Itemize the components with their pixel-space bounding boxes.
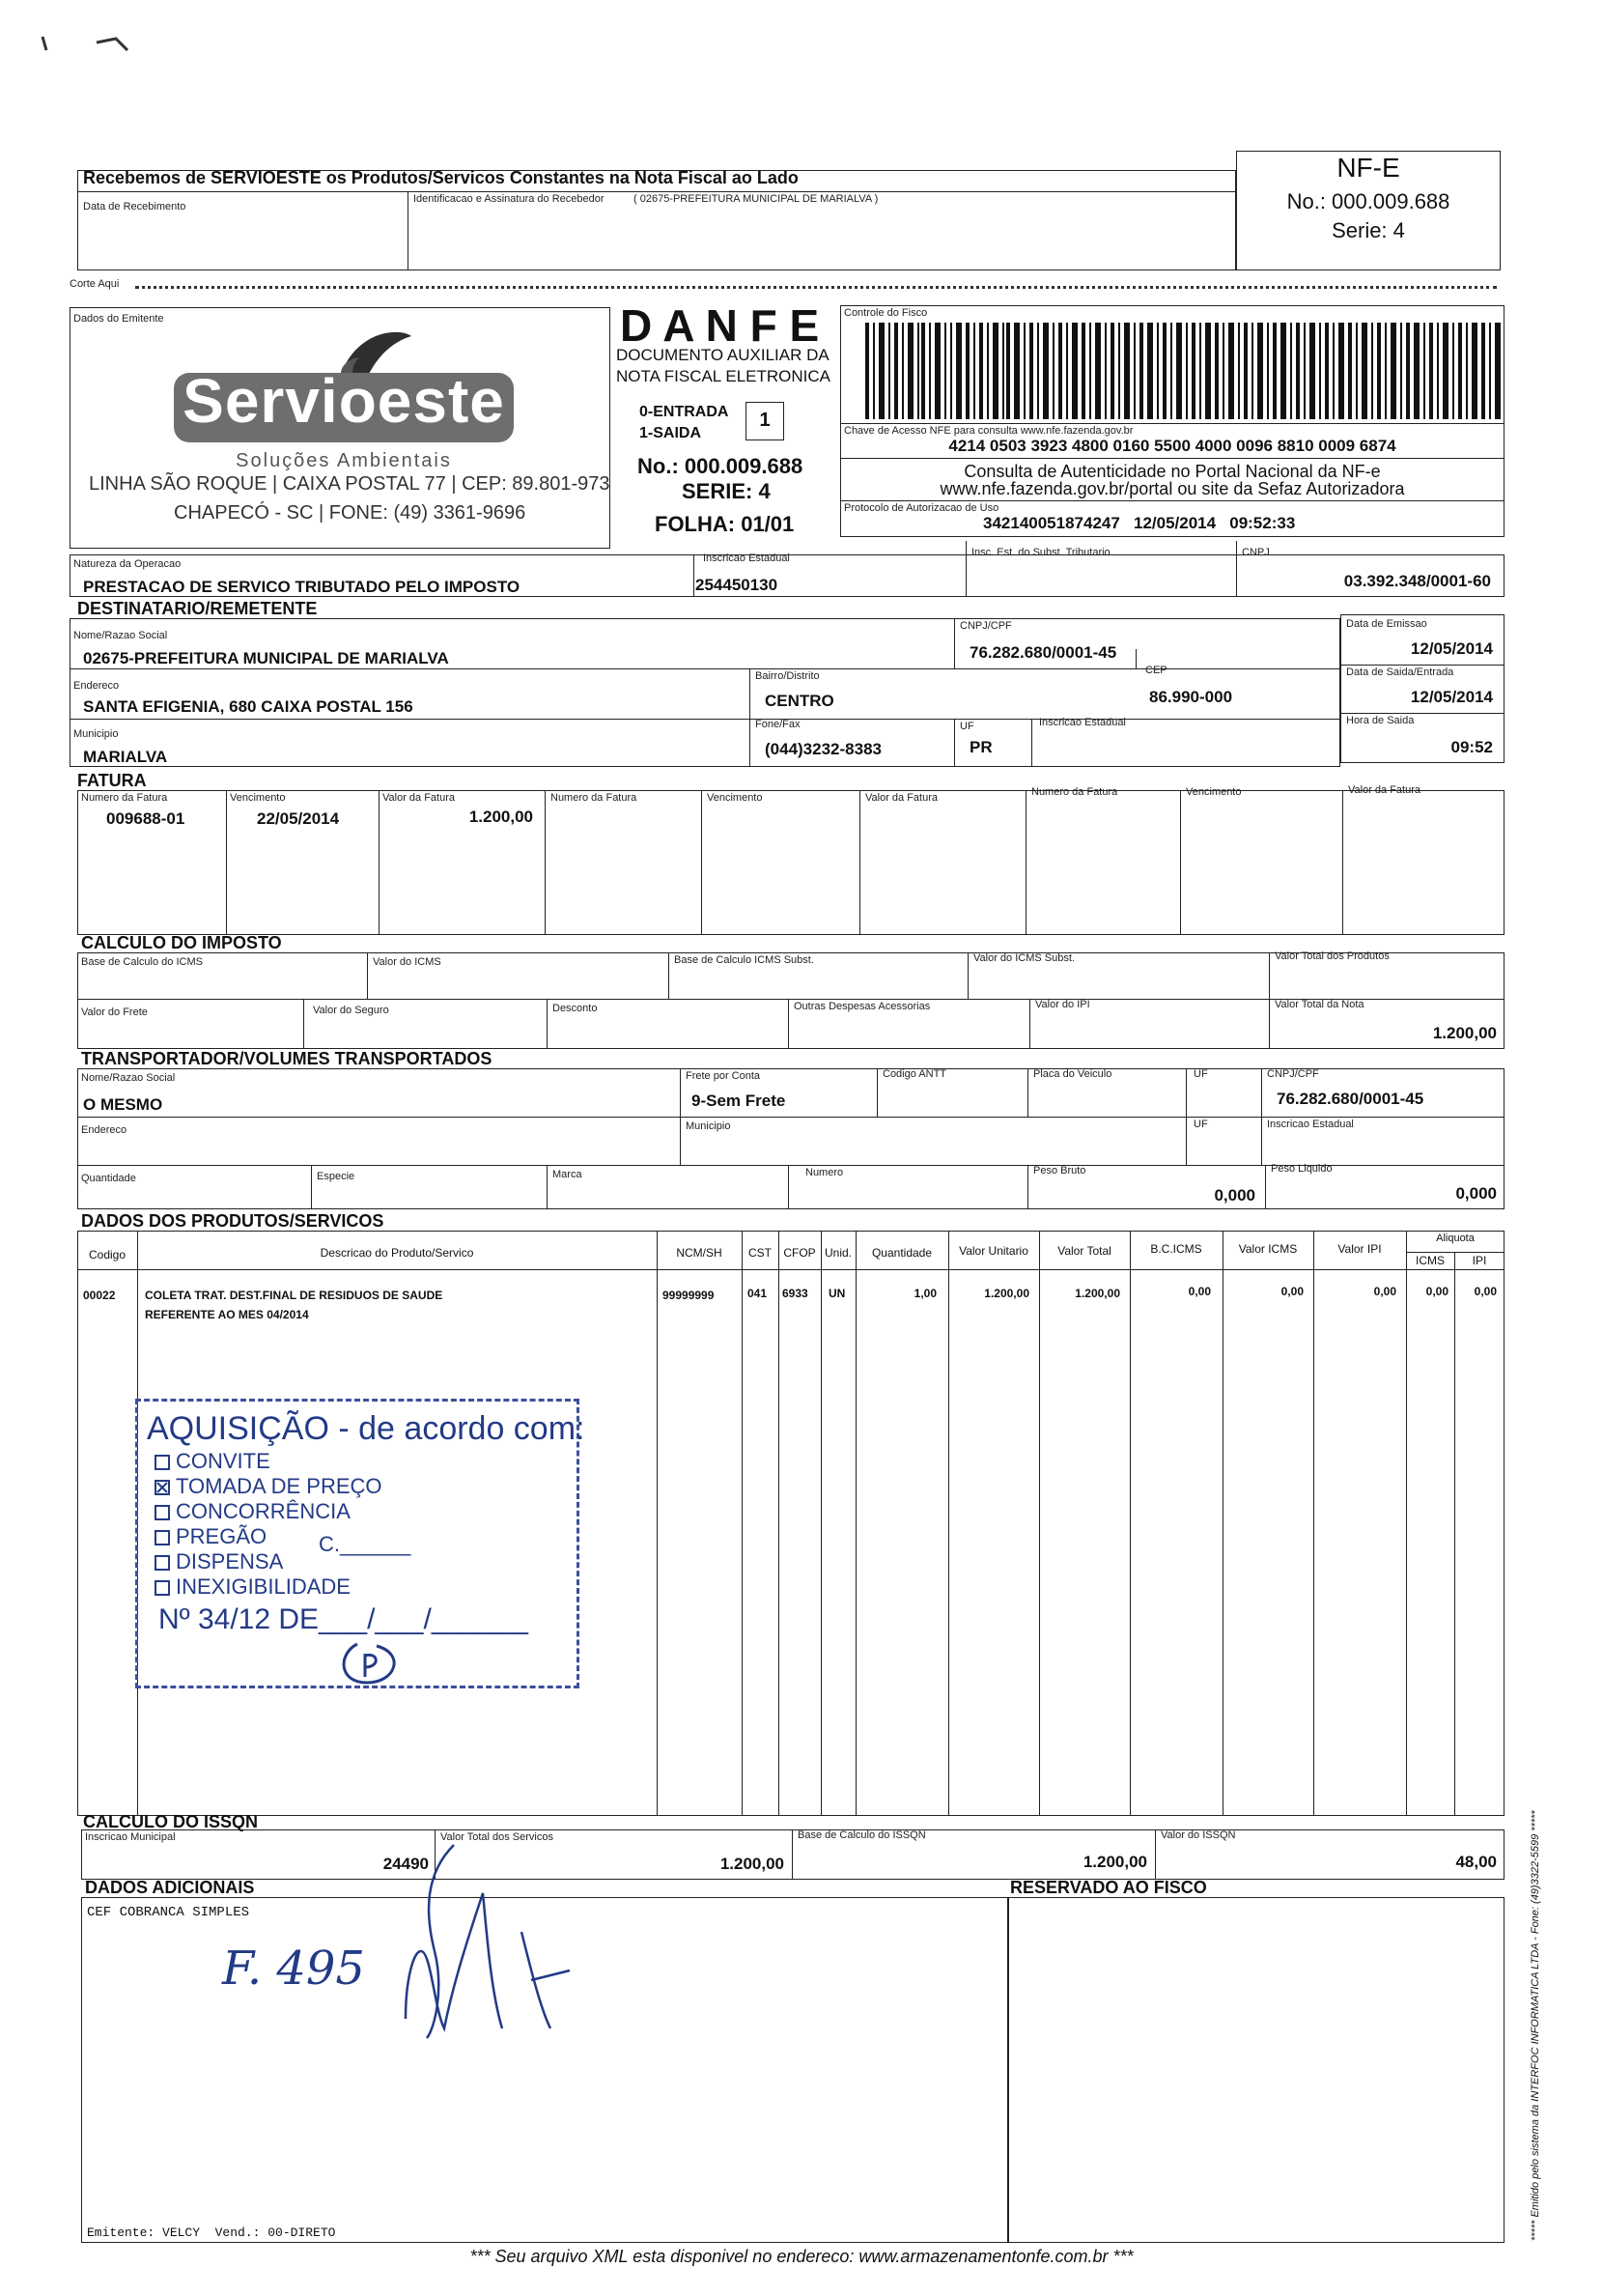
- section-transport: TRANSPORTADOR/VOLUMES TRANSPORTADOS: [81, 1049, 492, 1068]
- receipt-title: Recebemos de SERVIOESTE os Produtos/Servicos Constantes na Nota Fiscal ao Lado: [83, 168, 799, 187]
- stamp-number-line: Nº 34/12 DE___/___/______: [158, 1603, 528, 1635]
- invoice-due-value: 22/05/2014: [257, 809, 340, 828]
- invoice-value-label-3: Valor da Fatura: [1348, 784, 1421, 796]
- handwritten-signature: [367, 1835, 599, 2057]
- col-rate: Aliquota: [1436, 1233, 1475, 1244]
- receipt-recipient-ref: ( 02675-PREFEITURA MUNICIPAL DE MARIALVA ): [633, 193, 879, 205]
- tax-icms-st-label: Valor do ICMS Subst.: [973, 952, 1075, 964]
- recipient-ie-label: Inscricao Estadual: [1039, 717, 1126, 728]
- transport-cnpj-label: CNPJ/CPF: [1267, 1068, 1319, 1080]
- row-desc1: COLETA TRAT. DEST.FINAL DE RESIDUOS DE SAUDE: [145, 1289, 443, 1302]
- recipient-uf-value: PR: [970, 738, 993, 756]
- danfe-exit: 1-SAIDA: [639, 425, 702, 441]
- section-additional: DADOS ADICIONAIS: [85, 1878, 255, 1897]
- exit-time-value: 09:52: [1450, 738, 1493, 756]
- fiscal-consult2: www.nfe.fazenda.gov.br/portal ou site da Sefaz Autorizadora: [940, 479, 1405, 498]
- danfe-subtitle2: NOTA FISCAL ELETRONICA: [616, 367, 830, 385]
- section-tax: CALCULO DO IMPOSTO: [81, 933, 282, 952]
- recipient-cnpj-label: CNPJ/CPF: [960, 620, 1012, 632]
- invoice-num-label-1: Numero da Fatura: [81, 792, 168, 804]
- receipt-nfe-title: NF-E: [1336, 153, 1400, 183]
- row-unit: UN: [829, 1287, 846, 1300]
- issqn-municipal-value: 24490: [382, 1855, 429, 1873]
- issqn-municipal-label: Inscricao Municipal: [85, 1831, 176, 1843]
- row-cst: 041: [747, 1287, 768, 1300]
- row-rate-ipi: 0,00: [1474, 1285, 1497, 1298]
- stamp-option-pregao-suffix: C.______: [319, 1532, 411, 1556]
- checkbox-dispensa: [155, 1555, 170, 1571]
- transport-plate-label: Placa do Veiculo: [1033, 1068, 1112, 1080]
- transport-qty-label: Quantidade: [81, 1173, 136, 1184]
- danfe-type-value: 1: [759, 410, 771, 431]
- col-cfop: CFOP: [783, 1246, 816, 1260]
- transport-uf2-label: UF: [1194, 1119, 1208, 1130]
- ie-label: Inscricao Estadual: [703, 553, 790, 564]
- scan-specks: [39, 29, 155, 58]
- checkbox-pregao: [155, 1530, 170, 1545]
- exit-date-value: 12/05/2014: [1410, 688, 1493, 706]
- cnpj-label: CNPJ: [1242, 547, 1270, 558]
- recipient-phone-value: (044)3232-8383: [765, 740, 882, 758]
- tax-base-icms-st-label: Base de Calculo ICMS Subst.: [674, 954, 814, 966]
- ie-value: 254450130: [695, 576, 778, 594]
- recipient-address-value: SANTA EFIGENIA, 680 CAIXA POSTAL 156: [83, 697, 413, 716]
- stamp-option-dispensa: DISPENSA: [155, 1549, 283, 1574]
- checkbox-concorrencia: [155, 1505, 170, 1520]
- issqn-value-label: Valor do ISSQN: [1161, 1829, 1236, 1841]
- invoice-value-label-1: Valor da Fatura: [382, 792, 456, 804]
- transport-cnpj-value: 76.282.680/0001-45: [1277, 1090, 1424, 1108]
- row-qty: 1,00: [914, 1287, 937, 1300]
- transport-species-label: Especie: [317, 1171, 355, 1182]
- transport-brand-label: Marca: [552, 1169, 582, 1180]
- checkbox-convite: [155, 1455, 170, 1470]
- tax-total-note-label: Valor Total da Nota: [1275, 999, 1364, 1010]
- emitter-address1: LINHA SÃO ROQUE | CAIXA POSTAL 77 | CEP: 89.801-973: [89, 473, 610, 495]
- fiscal-consult1: Consulta de Autenticidade no Portal Nacional da NF-e: [964, 462, 1381, 481]
- stamp-option-pregao: PREGÃO: [155, 1524, 267, 1549]
- nature-value: PRESTACAO DE SERVICO TRIBUTADO PELO IMPOSTO: [83, 578, 520, 596]
- receipt-date-label: Data de Recebimento: [83, 201, 186, 213]
- col-cst: CST: [748, 1246, 772, 1260]
- col-code: Codigo: [88, 1248, 127, 1261]
- section-recipient: DESTINATARIO/REMETENTE: [77, 599, 318, 618]
- danfe-sheet: FOLHA: 01/01: [655, 512, 795, 536]
- tax-total-note-value: 1.200,00: [1432, 1024, 1497, 1042]
- col-bc-icms: B.C.ICMS: [1150, 1242, 1202, 1256]
- company-logo-sub: Soluções Ambientais: [236, 450, 452, 471]
- transport-uf-label: UF: [1194, 1068, 1208, 1080]
- invoice-due-label-2: Vencimento: [707, 792, 763, 804]
- transport-number-label: Numero: [805, 1167, 844, 1178]
- row-icms: 0,00: [1280, 1285, 1304, 1298]
- stamp-option-tomada: TOMADA DE PREÇO: [155, 1474, 382, 1499]
- section-invoice: FATURA: [77, 771, 147, 790]
- company-logo-text: Servioeste: [183, 366, 505, 436]
- recipient-district-value: CENTRO: [765, 692, 834, 710]
- recipient-cep-value: 86.990-000: [1149, 688, 1233, 706]
- receipt-nfe-number: No.: 000.009.688: [1286, 189, 1450, 213]
- receipt-nfe-series: Serie: 4: [1332, 218, 1405, 242]
- emission-value: 12/05/2014: [1410, 639, 1493, 658]
- row-code: 00022: [83, 1289, 116, 1302]
- tax-other-label: Outras Despesas Acessorias: [794, 1001, 931, 1012]
- transport-freight-label: Frete por Conta: [686, 1070, 761, 1082]
- recipient-city-label: Municipio: [73, 728, 119, 740]
- stamp-initials-signature: [328, 1634, 415, 1692]
- recipient-city-value: MARIALVA: [83, 748, 168, 766]
- recipient-district-label: Bairro/Distrito: [755, 670, 820, 682]
- emitter-line: Emitente: VELCY Vend.: 00-DIRETO: [87, 2225, 336, 2240]
- exit-time-label: Hora de Saida: [1346, 715, 1415, 726]
- row-desc2: REFERENTE AO MES 04/2014: [145, 1308, 309, 1321]
- recipient-uf-label: UF: [960, 721, 974, 732]
- transport-freight-value: 9-Sem Frete: [691, 1091, 786, 1110]
- cut-line: [135, 286, 1497, 289]
- section-products: DADOS DOS PRODUTOS/SERVICOS: [81, 1211, 384, 1231]
- issqn-base-label: Base de Calculo do ISSQN: [798, 1829, 926, 1841]
- emitter-address2: CHAPECÓ - SC | FONE: (49) 3361-9696: [174, 502, 526, 524]
- row-cfop: 6933: [782, 1287, 808, 1300]
- col-ncm: NCM/SH: [676, 1246, 722, 1260]
- col-ipi: Valor IPI: [1337, 1242, 1382, 1256]
- recipient-cep-label: CEP: [1145, 665, 1167, 676]
- danfe-number: No.: 000.009.688: [637, 454, 803, 478]
- row-unit-price: 1.200,00: [984, 1287, 1029, 1300]
- issqn-services-value: 1.200,00: [719, 1855, 784, 1873]
- transport-ie-label: Inscricao Estadual: [1267, 1119, 1354, 1130]
- cut-here-label: Corte Aqui: [70, 278, 120, 290]
- tax-insurance-label: Valor do Seguro: [313, 1005, 389, 1016]
- fiscal-protocol-value: 342140051874247 12/05/2014 09:52:33: [983, 514, 1296, 532]
- col-icms: Valor ICMS: [1238, 1242, 1298, 1256]
- recipient-address-label: Endereco: [73, 680, 120, 692]
- fiscal-control-label: Controle do Fisco: [844, 307, 928, 319]
- tax-base-icms-label: Base de Calculo do ICMS: [81, 956, 203, 968]
- recipient-phone-label: Fone/Fax: [755, 719, 801, 730]
- tax-icms-label: Valor do ICMS: [373, 956, 441, 968]
- fiscal-key-label: Chave de Acesso NFE para consulta www.nfe.fazenda.gov.br: [844, 425, 1134, 437]
- fiscal-protocol-label: Protocolo de Autorizacao de Uso: [844, 502, 999, 514]
- row-ipi: 0,00: [1373, 1285, 1396, 1298]
- additional-text: CEF COBRANCA SIMPLES: [87, 1905, 250, 1920]
- col-rate-ipi: IPI: [1472, 1254, 1487, 1267]
- row-ncm: 99999999: [662, 1289, 715, 1302]
- invoice-num-label-2: Numero da Fatura: [550, 792, 637, 804]
- col-rate-icms: ICMS: [1416, 1254, 1445, 1267]
- stamp-title: AQUISIÇÃO - de acordo com:: [147, 1410, 585, 1447]
- issqn-base-value: 1.200,00: [1083, 1853, 1147, 1871]
- handwritten-note: F. 495: [222, 1942, 365, 1996]
- checkbox-inexigibilidade: [155, 1580, 170, 1596]
- transport-gross-label: Peso Bruto: [1033, 1165, 1086, 1176]
- invoice-due-label-3: Vencimento: [1186, 786, 1242, 798]
- stamp-option-inexigibilidade: INEXIGIBILIDADE: [155, 1574, 351, 1600]
- danfe-title: D A N F E: [620, 300, 820, 351]
- transport-city-label: Municipio: [686, 1120, 731, 1132]
- invoice-due-label-1: Vencimento: [230, 792, 286, 804]
- invoice-num-value: 009688-01: [106, 809, 185, 828]
- row-total: 1.200,00: [1075, 1287, 1120, 1300]
- tax-freight-label: Valor do Frete: [81, 1006, 148, 1018]
- col-unit-price: Valor Unitario: [959, 1244, 1028, 1258]
- danfe-entry: 0-ENTRADA: [639, 404, 729, 420]
- danfe-series: SERIE: 4: [682, 479, 771, 503]
- transport-address-label: Endereco: [81, 1124, 127, 1136]
- recipient-name-label: Nome/Razao Social: [73, 630, 168, 641]
- row-rate-icms: 0,00: [1425, 1285, 1448, 1298]
- recipient-cnpj-value: 76.282.680/0001-45: [970, 643, 1117, 662]
- section-issqn: CALCULO DO ISSQN: [83, 1812, 259, 1831]
- nature-label: Natureza da Operacao: [73, 558, 182, 570]
- receipt-signature-label: Identificacao e Assinatura do Recebedor: [413, 193, 605, 205]
- ie-st-label: Insc. Est. do Subst. Tributario: [971, 547, 1111, 558]
- footer-xml-note: *** Seu arquivo XML esta disponivel no endereco: www.armazenamentonfe.com.br ***: [469, 2247, 1134, 2266]
- danfe-subtitle1: DOCUMENTO AUXILIAR DA: [616, 346, 830, 364]
- invoice-amount-value: 1.200,00: [468, 808, 533, 826]
- transport-name-label: Nome/Razao Social: [81, 1072, 176, 1084]
- emission-label: Data de Emissao: [1346, 618, 1427, 630]
- footer-side-note: ***** Emitido pelo sistema da INTERFOC INFORMATICA LTDA - Fone: (49)3322-5599 *****: [1530, 1810, 1541, 2241]
- tax-discount-label: Desconto: [552, 1003, 598, 1014]
- tax-ipi-label: Valor do IPI: [1035, 999, 1090, 1010]
- reserved-box: [1008, 1897, 1505, 2243]
- col-desc: Descricao do Produto/Servico: [320, 1246, 474, 1260]
- invoice-value-label-2: Valor da Fatura: [865, 792, 939, 804]
- tax-total-products-label: Valor Total dos Produtos: [1275, 950, 1390, 962]
- barcode: [865, 323, 1503, 419]
- stamp-option-convite: CONVITE: [155, 1449, 270, 1474]
- transport-name-value: O MESMO: [83, 1095, 163, 1114]
- invoice-num-label-3: Numero da Fatura: [1031, 786, 1118, 798]
- section-reserved: RESERVADO AO FISCO: [1010, 1878, 1207, 1897]
- col-total: Valor Total: [1057, 1244, 1111, 1258]
- fiscal-key-value: 4214 0503 3923 4800 0160 5500 4000 0096 8810 0009 6874: [948, 437, 1396, 455]
- transport-net-value: 0,000: [1455, 1184, 1497, 1203]
- transport-antt-label: Codigo ANTT: [883, 1068, 947, 1080]
- col-unit: Unid.: [824, 1246, 852, 1260]
- row-bc-icms: 0,00: [1188, 1285, 1211, 1298]
- col-qty: Quantidade: [871, 1246, 933, 1260]
- issqn-value-value: 48,00: [1455, 1853, 1497, 1871]
- transport-gross-value: 0,000: [1214, 1186, 1255, 1205]
- issqn-services-label: Valor Total dos Servicos: [440, 1831, 553, 1843]
- cnpj-value: 03.392.348/0001-60: [1343, 572, 1491, 590]
- checkbox-tomada-checked: [155, 1480, 170, 1495]
- stamp-option-concorrencia: CONCORRÊNCIA: [155, 1499, 351, 1524]
- exit-date-label: Data de Saida/Entrada: [1346, 666, 1454, 678]
- transport-net-label: Peso Liquido: [1271, 1163, 1333, 1175]
- recipient-name-value: 02675-PREFEITURA MUNICIPAL DE MARIALVA: [83, 649, 449, 667]
- emitter-label: Dados do Emitente: [73, 313, 164, 325]
